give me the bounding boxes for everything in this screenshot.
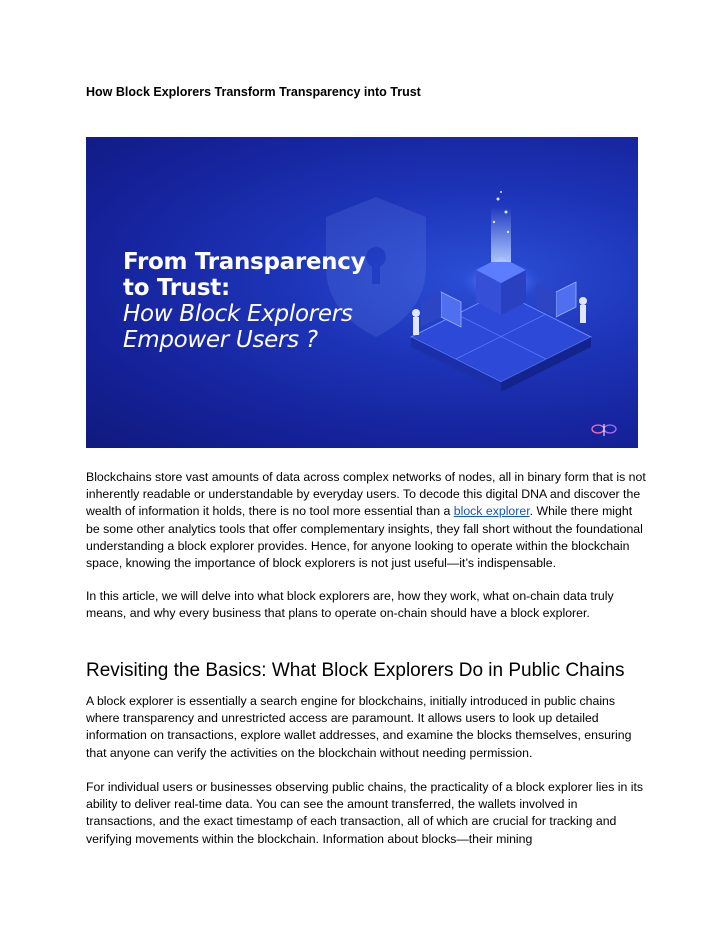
block-explorer-link[interactable]: block explorer (453, 504, 530, 519)
hero-line-1: From Transparency (123, 249, 366, 275)
hero-line-4: Empower Users ? (123, 326, 318, 353)
article-overview-paragraph: In this article, we will delve into what block explorers are, how they work, what on-chain data truly means, and why every business that plans to operate on-chain should have a block explorer. (86, 589, 614, 621)
section-heading: Revisiting the Basics: What Block Explorers Do in Public Chains (86, 660, 625, 681)
hero-banner-image (86, 137, 638, 448)
basics-paragraph: A block explorer is essentially a search engine for blockchains, initially introduced in public chains where transparency and unrestricted access are paramount. It allows users to look up detailed information on transactions, explore wallet addresses, and examine the blocks themselves, ensuring that anyone can verify the activities on the blockchain without needing permission. (86, 694, 632, 760)
hero-line-3: How Block Explorers (123, 300, 353, 327)
server-cube-icon (461, 191, 541, 315)
brand-logo-icon (592, 424, 616, 436)
hero-headline (123, 249, 365, 353)
intro-paragraph (86, 469, 646, 572)
intro-text-before-link: Blockchains store vast amounts of data across complex networks of nodes, all in binary form that is not inherently readable or understandable by everyday users. To decode this digital DNA and discover the wealth of information it holds, there is no tool more essential than a (86, 470, 646, 519)
document-title: How Block Explorers Transform Transparency into Trust (86, 85, 421, 99)
hero-line-2: to Trust: (123, 274, 230, 301)
practicality-paragraph: For individual users or businesses observing public chains, the practicality of a block explorer lies in its ability to deliver real-time data. You can see the amount transferred, the wallets involved in transactions, and the exact timestamp of each transaction, all of which are crucial for tracking and verifying movements within the blockchain. Information about blocks—their mining (86, 780, 644, 846)
intro-text-after-link: . While there might be some other analytics tools that offer complementary insights, they fall short without the foundational understanding a block explorer provides. Hence, for anyone looking to operate within the blockchain space, knowing the importance of block explorers is not just useful—it’s indispensable. (86, 504, 643, 571)
